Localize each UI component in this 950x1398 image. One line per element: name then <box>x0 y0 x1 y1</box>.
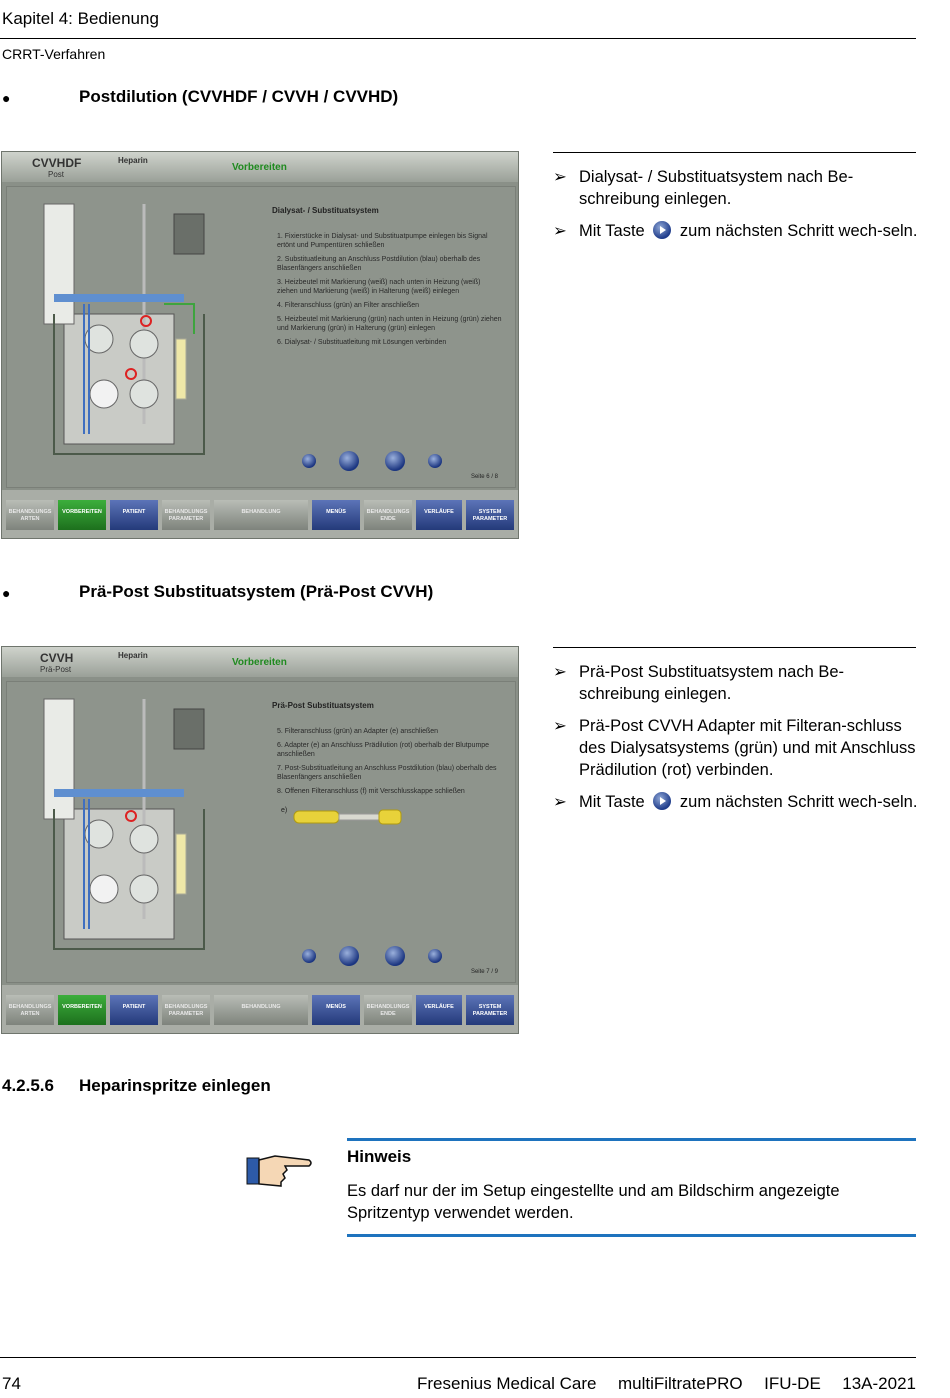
screen-item: 7. Post-Substituatleitung an Anschluss Postdilution (blau) oberhalb des Blasenfängers anschließen <box>277 765 497 781</box>
footer-version: 13A-2021 <box>842 1374 916 1393</box>
arrow: ➢ <box>553 168 567 186</box>
prev-button[interactable] <box>339 946 359 966</box>
arrow: ➢ <box>553 717 567 735</box>
step-text-post: zum nächsten Schritt wech-seln. <box>679 222 918 240</box>
arrow: ➢ <box>553 663 567 681</box>
steps-rule <box>553 152 916 153</box>
step <box>553 220 918 242</box>
screen-item: 8. Offenen Filteranschluss (f) mit Verschlusskappe schließen <box>277 788 465 795</box>
bullet: ● <box>2 90 11 106</box>
steps-list <box>553 166 918 252</box>
bullet: ● <box>2 585 11 601</box>
tab-behandlungsparameter[interactable]: BEHANDLUNGS PARAMETER <box>162 500 210 530</box>
next-step-icon <box>653 792 671 810</box>
last-page-button[interactable] <box>428 454 442 468</box>
page-number: 74 <box>2 1374 21 1393</box>
tab-vorbereiten[interactable]: VORBEREITEN <box>58 995 106 1025</box>
arrow: ➢ <box>553 793 567 811</box>
tab-verlaeufe[interactable]: VERLÄUFE <box>416 995 462 1025</box>
screen-tabbar <box>2 985 518 1033</box>
step-text: Prä-Post CVVH Adapter mit Filteran-schluss des Dialysatsystems (grün) und mit Anschluss Prädilution (rot) verbinden. <box>579 717 916 779</box>
note-title: Hinweis <box>347 1147 412 1166</box>
note-text: Es darf nur der im Setup eingestellte und am Bildschirm angezeigte Spritzentyp verwendet werden. <box>347 1182 840 1222</box>
tab-behandlungsarten[interactable]: BEHANDLUNGS ARTEN <box>6 995 54 1025</box>
tab-patient[interactable]: PATIENT <box>110 500 158 530</box>
chapter-title: Kapitel 4: Bedienung <box>2 9 159 28</box>
adapter-label: e) <box>281 807 288 814</box>
screen-mode: CVVH <box>40 651 74 665</box>
screen-header <box>2 152 518 182</box>
screen-page: Seite 6 / 8 <box>470 474 498 480</box>
step <box>553 715 918 781</box>
screen-instructions <box>277 232 502 352</box>
tab-behandlungsparameter[interactable]: BEHANDLUNGS PARAMETER <box>162 995 210 1025</box>
screen-heparin: Heparin <box>118 651 148 660</box>
screen-tabbar <box>2 490 518 538</box>
footer-doc: IFU-DE <box>764 1374 821 1393</box>
screen-item: 1. Fixierstücke in Dialysat- und Substituatpumpe einlegen bis Signal ertönt und Pumpentüren schließen <box>277 233 488 249</box>
pointing-hand-icon <box>245 1150 315 1196</box>
step-text-post: zum nächsten Schritt wech-seln. <box>679 793 918 811</box>
next-button[interactable] <box>385 451 405 471</box>
step <box>553 791 918 813</box>
screen-item: 5. Heizbeutel mit Markierung (grün) nach unten in Heizung (grün) ziehen und Markierung (grün) in Halterung (grün) einlegen <box>277 316 502 332</box>
section-heading: Prä-Post Substituatsystem (Prä-Post CVVH) <box>79 582 434 601</box>
screen-item: 6. Adapter (e) an Anschluss Prädilution (rot) oberhalb der Blutpumpe anschließen <box>277 742 490 758</box>
step-text: Dialysat- / Substituatsystem nach Be-schreibung einlegen. <box>579 168 854 208</box>
screen-panel-title: Prä-Post Substituatsystem <box>272 701 374 710</box>
screen-page: Seite 7 / 9 <box>470 969 498 975</box>
machine-illustration <box>24 194 224 464</box>
last-page-button[interactable] <box>428 949 442 963</box>
adapter-illustration <box>292 805 407 829</box>
screen-item: 4. Filteranschluss (grün) an Filter anschließen <box>277 302 420 309</box>
step-text: Prä-Post Substituatsystem nach Be-schreibung einlegen. <box>579 663 845 703</box>
first-page-button[interactable] <box>302 454 316 468</box>
note-rule-top <box>347 1138 916 1141</box>
step <box>553 661 918 705</box>
tab-vorbereiten[interactable]: VORBEREITEN <box>58 500 106 530</box>
steps-list <box>553 661 918 823</box>
step-text-pre: Mit Taste <box>579 222 645 240</box>
section-heading: Postdilution (CVVHDF / CVVH / CVVHD) <box>79 87 399 106</box>
tab-systemparameter[interactable]: SYSTEM PARAMETER <box>466 995 514 1025</box>
device-screen <box>1 646 519 1034</box>
note-rule-bottom <box>347 1234 916 1237</box>
next-step-icon <box>653 221 671 239</box>
device-screen <box>1 151 519 539</box>
screen-item: 3. Heizbeutel mit Markierung (weiß) nach unten in Heizung (weiß) ziehen und Markierung (weiß) in Halterung (weiß) einlegen <box>277 279 481 295</box>
tab-behandlung[interactable]: BEHANDLUNG <box>214 995 308 1025</box>
tab-menus[interactable]: MENÜS <box>312 995 360 1025</box>
machine-illustration <box>24 689 224 959</box>
subsection-title: Heparinspritze einlegen <box>79 1076 271 1095</box>
screen-item: 2. Substituatleitung an Anschluss Postdilution (blau) oberhalb des Blasenfängers anschließen <box>277 256 481 272</box>
prev-button[interactable] <box>339 451 359 471</box>
screen-panel-title: Dialysat- / Substituatsystem <box>272 206 379 215</box>
arrow: ➢ <box>553 222 567 240</box>
step <box>553 166 918 210</box>
screen-instructions <box>277 727 502 801</box>
footer-company: Fresenius Medical Care <box>416 1374 597 1393</box>
tab-menus[interactable]: MENÜS <box>312 500 360 530</box>
screen-state: Vorbereiten <box>232 657 287 668</box>
tab-behandlung[interactable]: BEHANDLUNG <box>214 500 308 530</box>
screen-mode-sub: Post <box>48 170 65 179</box>
tab-behandlungsende[interactable]: BEHANDLUNGS ENDE <box>364 995 412 1025</box>
footer-product: multiFiltratePRO <box>617 1374 743 1393</box>
tab-patient[interactable]: PATIENT <box>110 995 158 1025</box>
tab-behandlungsende[interactable]: BEHANDLUNGS ENDE <box>364 500 412 530</box>
footer-info <box>417 1374 916 1394</box>
screen-header <box>2 647 518 677</box>
section-label: CRRT-Verfahren <box>2 46 106 62</box>
footer-rule <box>0 1357 916 1358</box>
screen-item: 5. Filteranschluss (grün) an Adapter (e) anschließen <box>277 728 439 735</box>
screen-state: Vorbereiten <box>232 162 287 173</box>
subsection-number: 4.2.5.6 <box>2 1076 54 1095</box>
screen-item: 6. Dialysat- / Substituatleitung mit Lösungen verbinden <box>277 339 447 346</box>
screen-mode: CVVHDF <box>32 156 82 170</box>
screen-mode-sub: Prä-Post <box>40 665 72 674</box>
next-button[interactable] <box>385 946 405 966</box>
first-page-button[interactable] <box>302 949 316 963</box>
tab-systemparameter[interactable]: SYSTEM PARAMETER <box>466 500 514 530</box>
screen-heparin: Heparin <box>118 156 148 165</box>
tab-verlaeufe[interactable]: VERLÄUFE <box>416 500 462 530</box>
header-rule <box>0 38 916 39</box>
tab-behandlungsarten[interactable]: BEHANDLUNGS ARTEN <box>6 500 54 530</box>
steps-rule <box>553 647 916 648</box>
step-text-pre: Mit Taste <box>579 793 645 811</box>
